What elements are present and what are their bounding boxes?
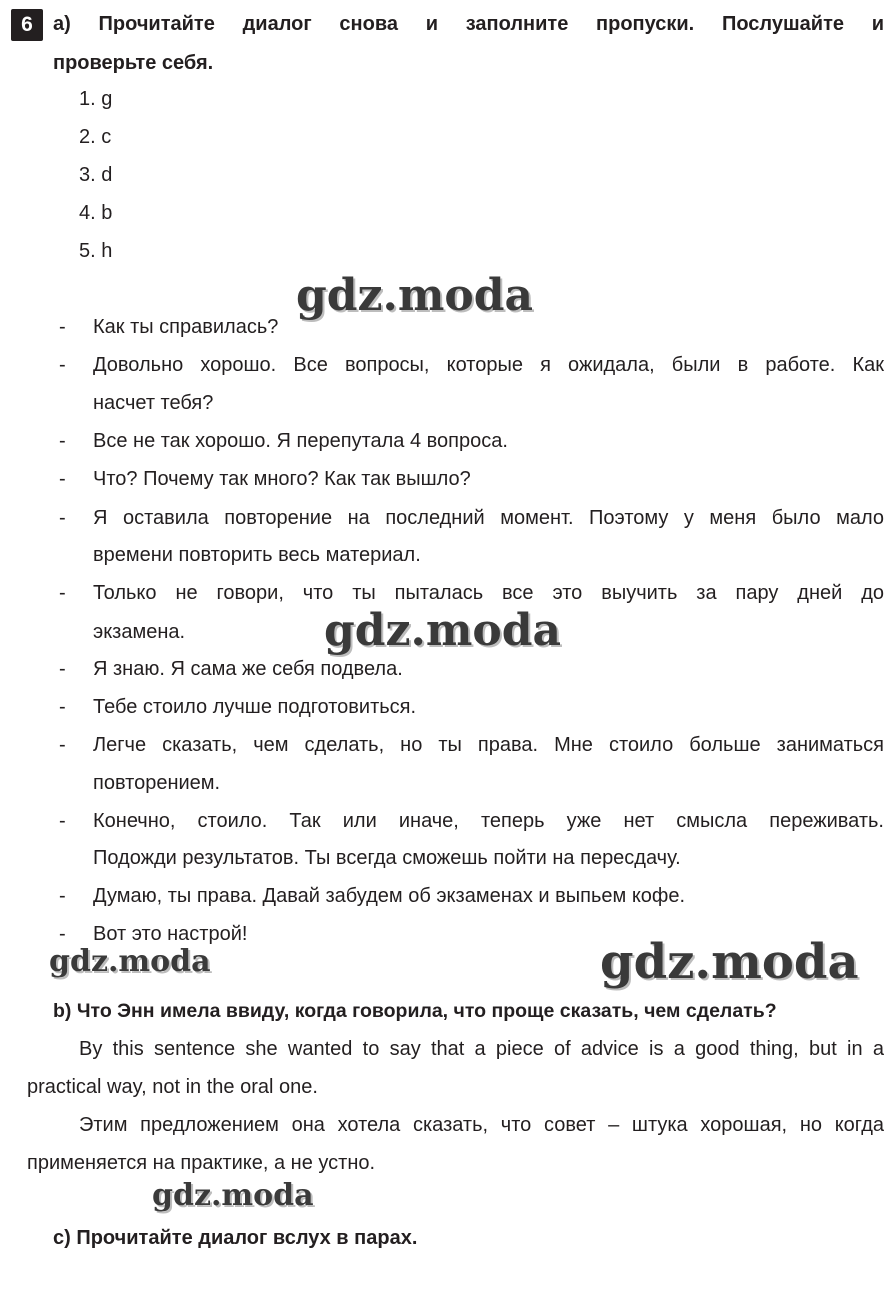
dialogue-line: Что? Почему так много? Как так вышло? bbox=[93, 468, 471, 490]
dialogue-line-cont: экзамена. bbox=[93, 621, 186, 643]
dialogue-line: Вот это настрой! bbox=[93, 923, 248, 945]
task-b-answer-en-line1: By this sentence she wanted to say that a piece of advice is a good thing, but in a bbox=[79, 1038, 884, 1060]
watermark: gdz.moda bbox=[49, 944, 211, 979]
dialogue-dash: - bbox=[59, 430, 66, 452]
task-b-answer-ru-line1: Этим предложением она хотела сказать, что совет – штука хорошая, но когда bbox=[79, 1114, 884, 1136]
dialogue-dash: - bbox=[59, 468, 66, 490]
dialogue-line-cont: насчет тебя? bbox=[93, 392, 214, 414]
watermark: gdz.moda bbox=[296, 270, 534, 321]
dialogue-dash: - bbox=[59, 734, 66, 756]
dialogue-line-cont: повторением. bbox=[93, 772, 221, 794]
answer-item: 3. d bbox=[79, 164, 113, 186]
dialogue-line-cont: Подожди результатов. Ты всегда сможешь пойти на пересдачу. bbox=[93, 847, 681, 869]
dialogue-dash: - bbox=[59, 507, 66, 529]
task-c-instruction: c) Прочитайте диалог вслух в парах. bbox=[53, 1227, 418, 1249]
dialogue-line: Тебе стоило лучше подготовиться. bbox=[93, 696, 417, 718]
answer-item: 2. c bbox=[79, 126, 112, 148]
answer-item: 4. b bbox=[79, 202, 113, 224]
watermark: gdz.moda bbox=[152, 1178, 314, 1213]
dialogue-line: Только не говори, что ты пыталась все это выучить за пару дней до bbox=[93, 582, 884, 604]
answer-item: 5. h bbox=[79, 240, 113, 262]
dialogue-line: Легче сказать, чем сделать, но ты права. Мне стоило больше заниматься bbox=[93, 734, 884, 756]
task-number-badge: 6 bbox=[11, 9, 43, 41]
dialogue-line: Как ты справилась? bbox=[93, 316, 279, 338]
dialogue-line: Я оставила повторение на последний момент. Поэтому у меня было мало bbox=[93, 507, 884, 529]
task-a-heading-line2: проверьте себя. bbox=[53, 52, 214, 74]
dialogue-dash: - bbox=[59, 923, 66, 945]
task-b-question: b) Что Энн имела ввиду, когда говорила, что проще сказать, чем сделать? bbox=[53, 1000, 777, 1022]
dialogue-dash: - bbox=[59, 354, 66, 376]
dialogue-line: Конечно, стоило. Так или иначе, теперь уже нет смысла переживать. bbox=[93, 810, 884, 832]
dialogue-dash: - bbox=[59, 316, 66, 338]
dialogue-line-cont: времени повторить весь материал. bbox=[93, 544, 421, 566]
dialogue-line: Я знаю. Я сама же себя подвела. bbox=[93, 658, 403, 680]
answer-item: 1. g bbox=[79, 88, 113, 110]
dialogue-dash: - bbox=[59, 582, 66, 604]
dialogue-dash: - bbox=[59, 696, 66, 718]
dialogue-line: Все не так хорошо. Я перепутала 4 вопроса. bbox=[93, 430, 508, 452]
task-b-answer-ru-line2: применяется на практике, а не устно. bbox=[27, 1152, 376, 1174]
watermark: gdz.moda bbox=[600, 934, 859, 990]
dialogue-line: Довольно хорошо. Все вопросы, которые я ожидала, были в работе. Как bbox=[93, 354, 884, 376]
task-b-answer-en-line2: practical way, not in the oral one. bbox=[27, 1076, 318, 1098]
dialogue-dash: - bbox=[59, 885, 66, 907]
dialogue-dash: - bbox=[59, 810, 66, 832]
dialogue-line: Думаю, ты права. Давай забудем об экзаменах и выпьем кофе. bbox=[93, 885, 686, 907]
dialogue-dash: - bbox=[59, 658, 66, 680]
task-a-heading-line1: a) Прочитайте диалог снова и заполните пропуски. Послушайте и bbox=[53, 13, 884, 35]
watermark: gdz.moda bbox=[324, 605, 562, 656]
